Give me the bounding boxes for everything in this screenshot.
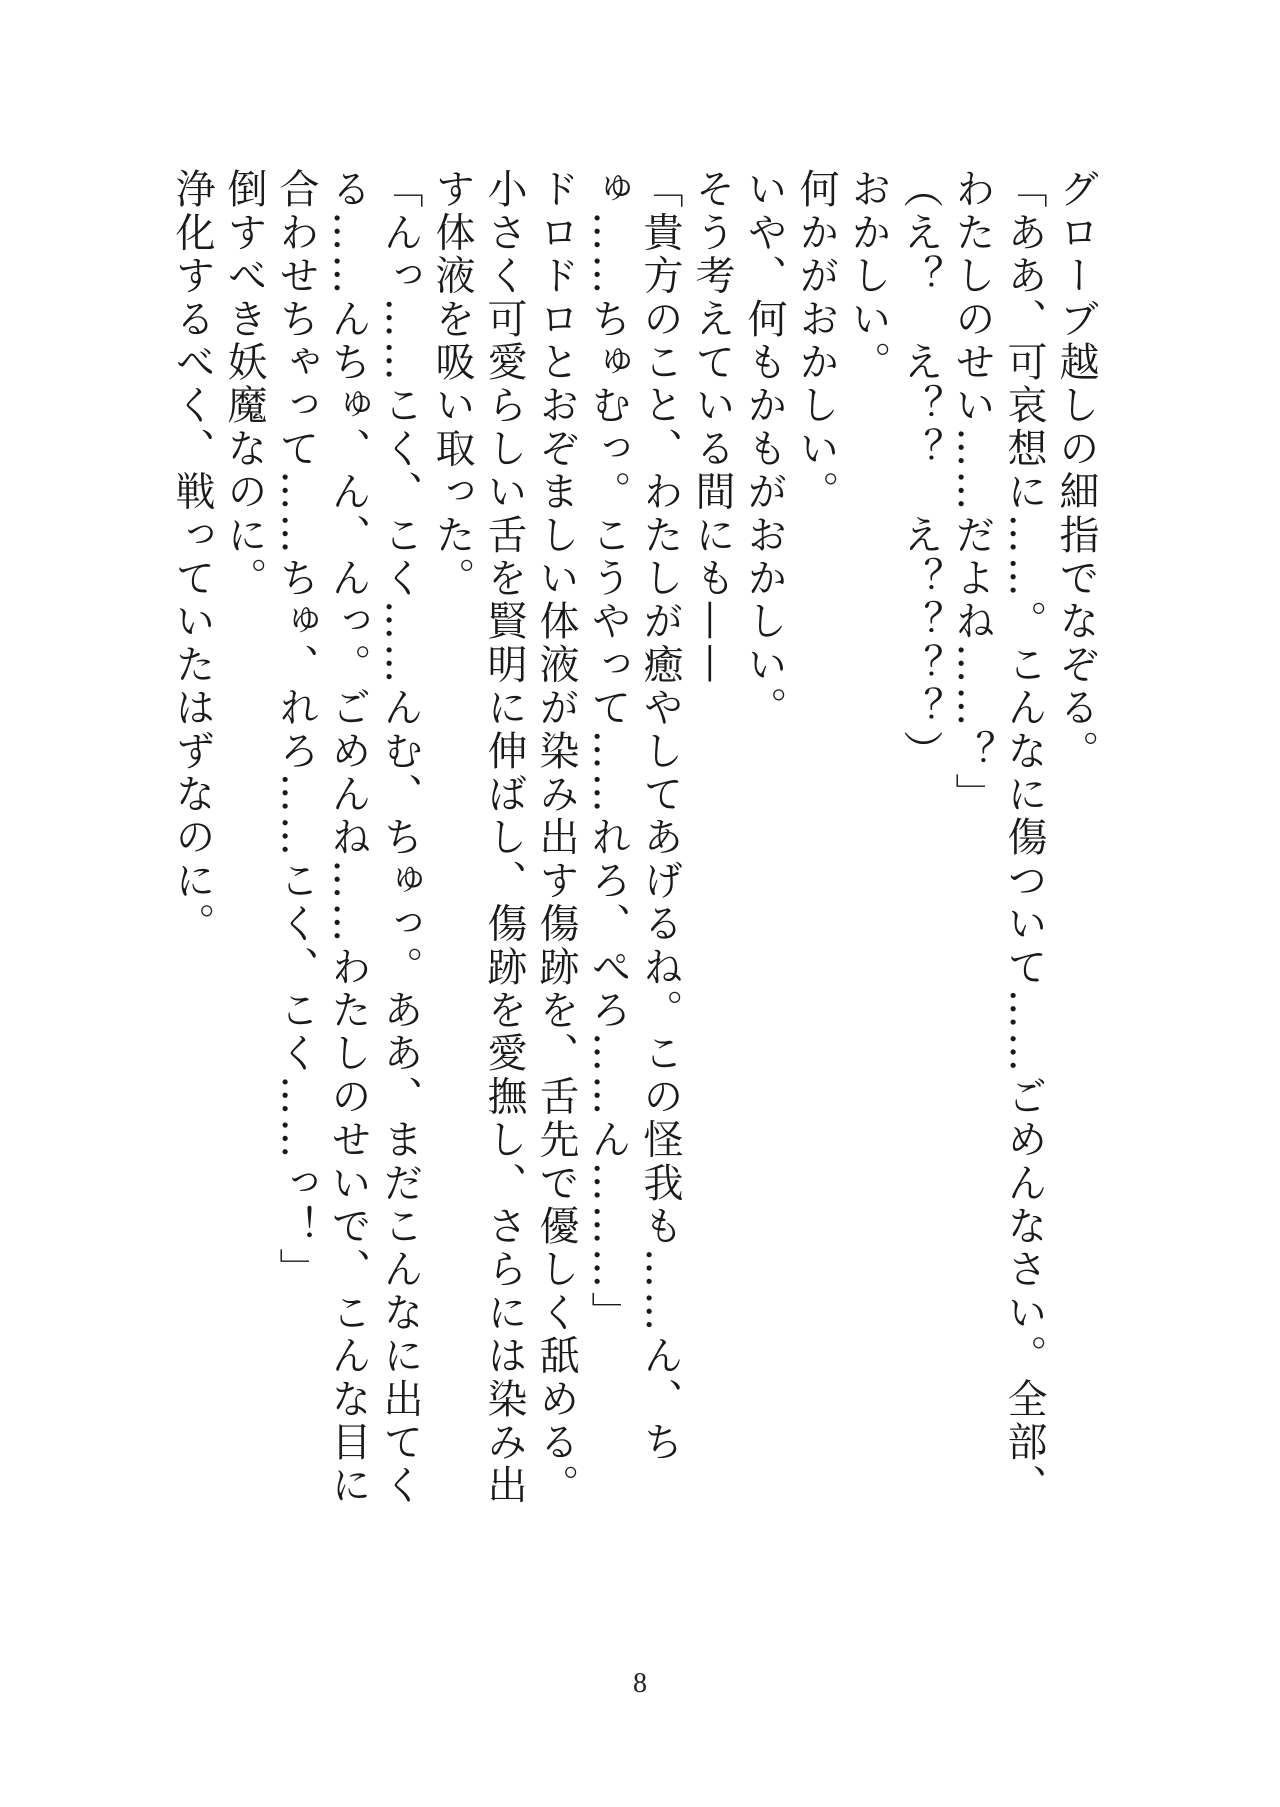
text-line: おかしい。 [845,168,891,384]
text-line: そう考えている間にも—— [689,168,735,687]
text-line: 倒すべき妖魔なのに。 [221,168,267,600]
text-line: ドロドロとおぞましい体液が染み出す傷跡を、舌先で優しく舐める。 [533,168,579,1508]
text-line: 「んっ……こく、こく……んむ、ちゅっ。ああ、まだこんなに出てくる……んちゅ、ん、んっ。ごめんね……わたしのせいで、こんな目に合わせちゃって……ちゅ、れろ……こく、こく……っ！」 [273,168,423,1508]
page-number: 8 [633,1668,647,1699]
text-line: 浄化するべく、戦っていたはずなのに。 [169,168,215,946]
text-line: 何かがおかしい。 [793,168,839,514]
text-line: いや、何もかもがおかしい。 [741,168,787,730]
text-line: （え？ え？？ え？？？？） [897,168,943,773]
text-line: 「貴方のこと、わたしが癒やしてあげるね。この怪我も……ん、ちゅ……ちゅむっ。こうやって……れろ、ぺろ……ん………」 [585,168,683,1464]
text-line: 小さく可愛らしい舌を賢明に伸ばし、傷跡を愛撫し、さらには染み出す体液を吸い取った。 [429,168,527,1508]
text-line: グローブ越しの細指でなぞる。 [1053,168,1099,773]
text-line: 「ああ、可哀想に……。こんなに傷ついて……ごめんなさい。全部、わたしのせい……だよね……？」 [949,168,1047,1508]
vertical-text-body [162,168,1102,1538]
